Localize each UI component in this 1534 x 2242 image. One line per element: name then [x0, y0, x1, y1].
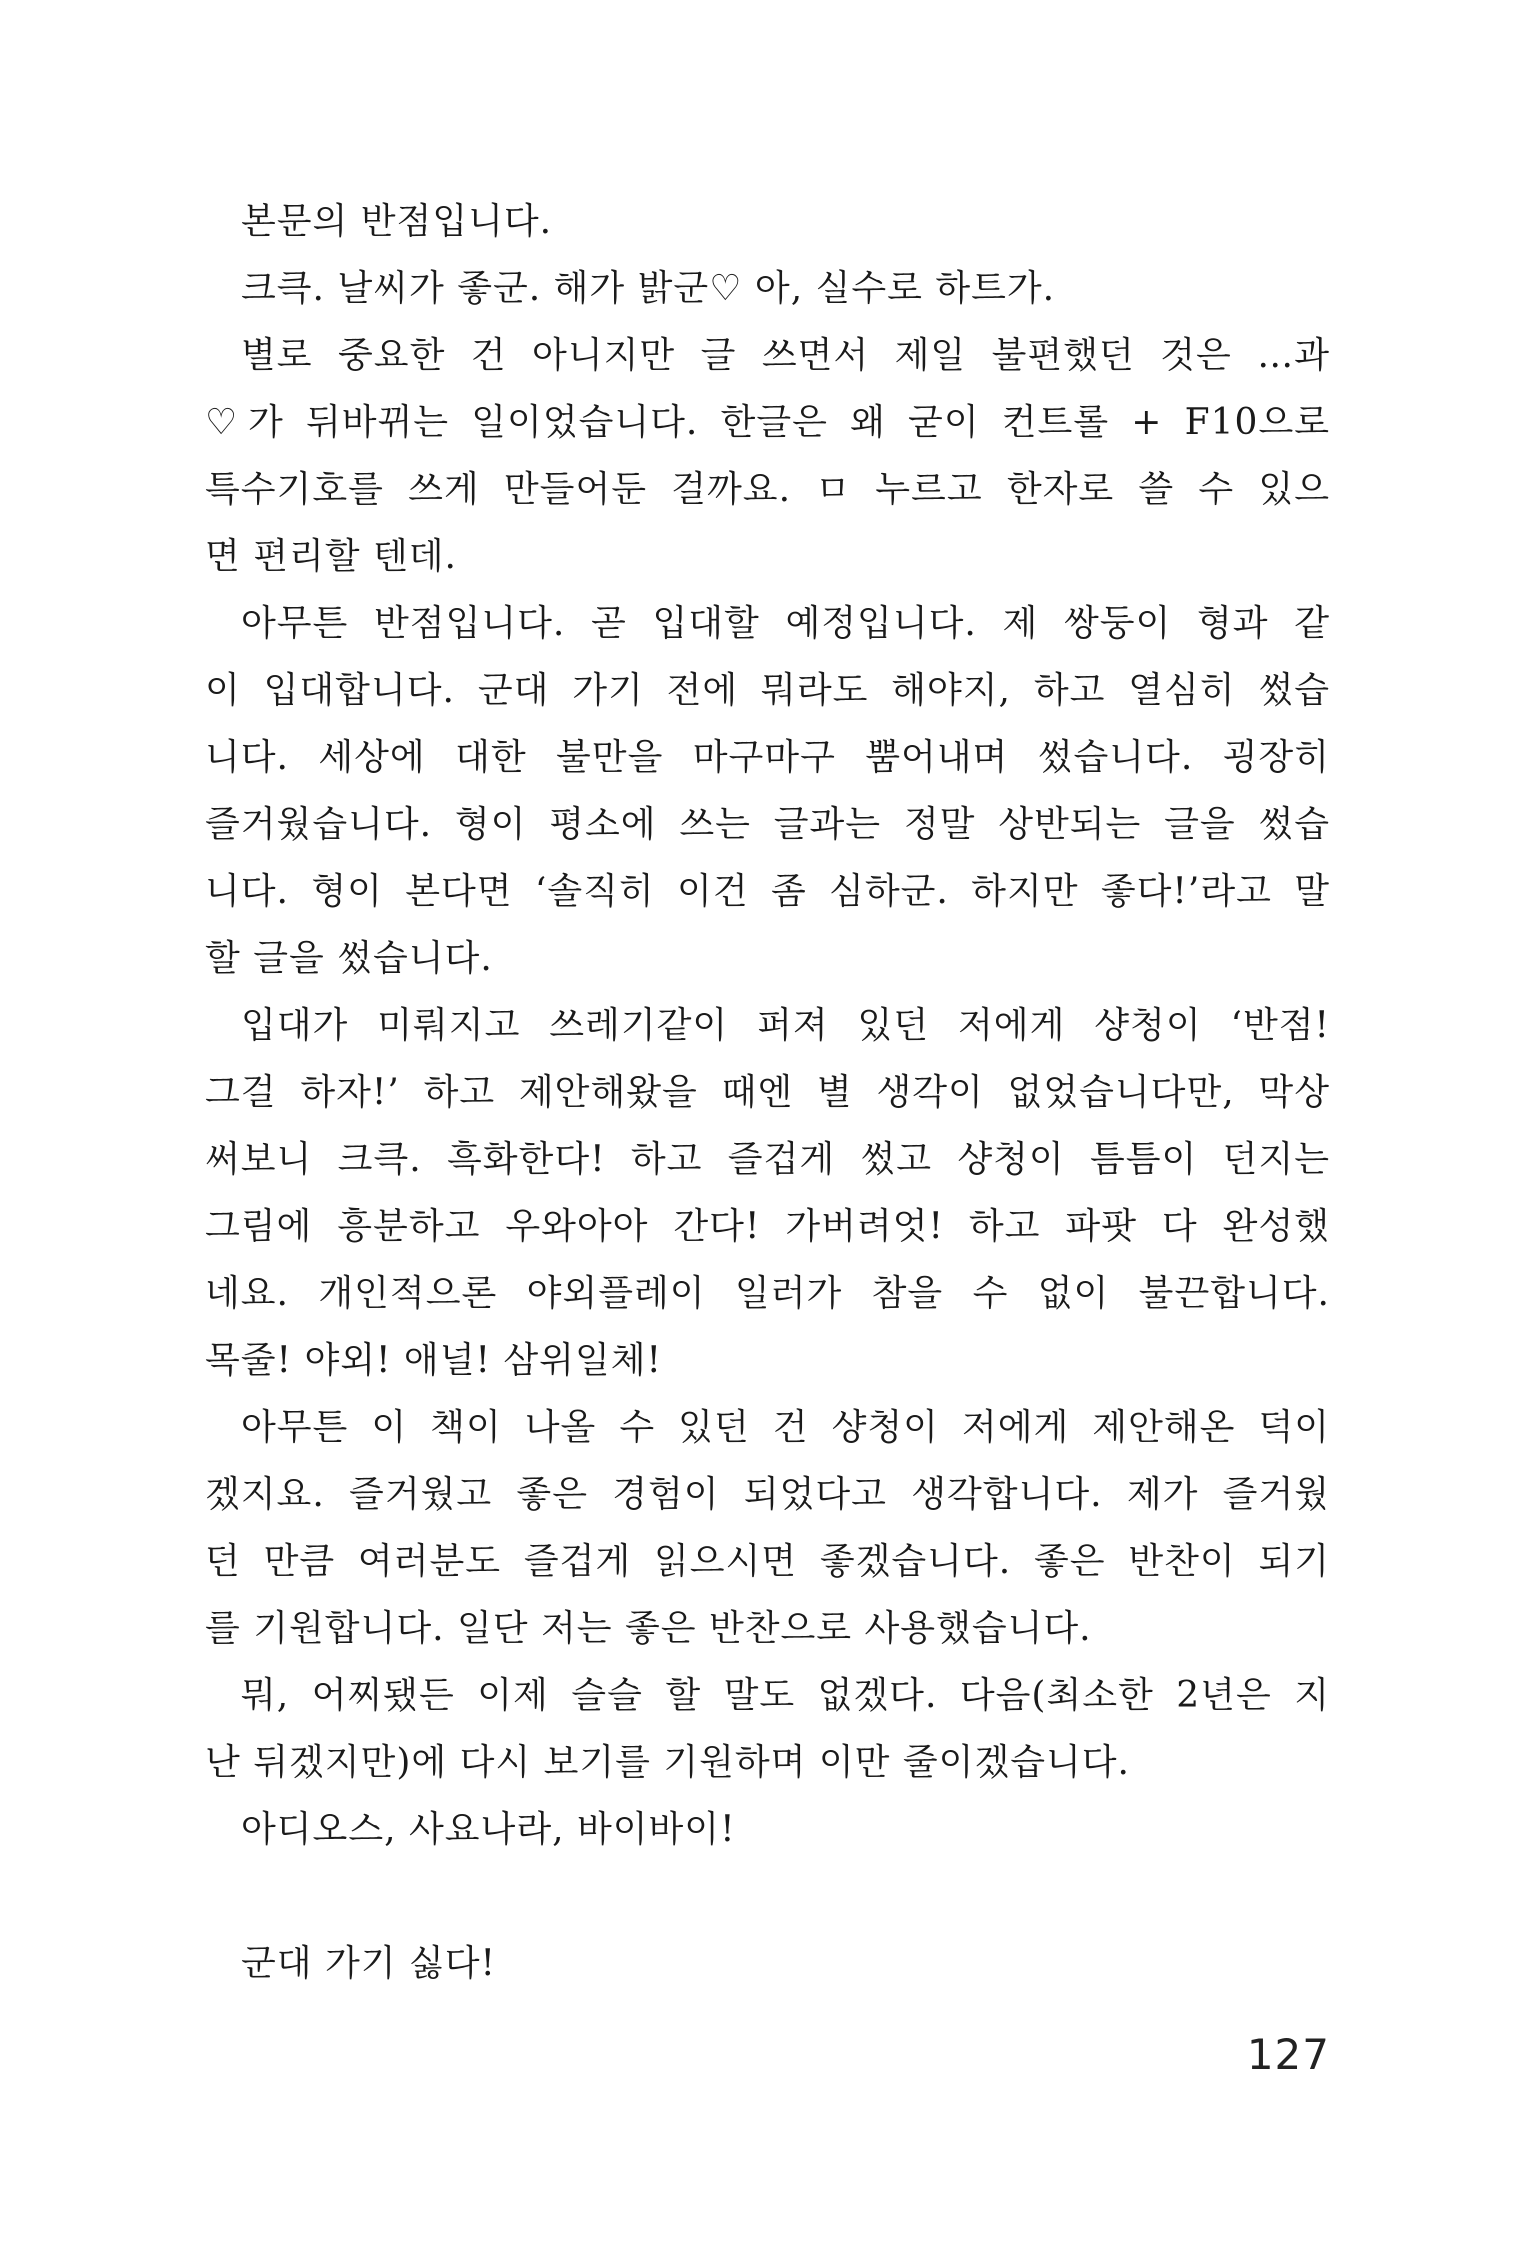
text-line: 네요. 개인적으론 야외플레이 일러가 참을 수 없이 불끈합니다. — [205, 1273, 1330, 1314]
text-line: 별로 중요한 건 아니지만 글 쓰면서 제일 불편했던 것은 …과 — [241, 335, 1330, 376]
text-line: 난 뒤겠지만)에 다시 보기를 기원하며 이만 줄이겠습니다. — [205, 1742, 1130, 1783]
text-line: 이 입대합니다. 군대 가기 전에 뭐라도 해야지, 하고 열심히 썼습 — [205, 670, 1330, 711]
text-line: 뭐, 어찌됐든 이제 슬슬 할 말도 없겠다. 다음(최소한 2년은 지 — [241, 1675, 1330, 1716]
text-line: 니다. 형이 본다면 ‘솔직히 이건 좀 심하군. 하지만 좋다!’라고 말 — [205, 871, 1330, 912]
text-line: 그림에 흥분하고 우와아아 간다! 가버려엇! 하고 파팟 다 완성했 — [205, 1206, 1330, 1247]
text-line: 입대가 미뤄지고 쓰레기같이 퍼져 있던 저에게 샹청이 ‘반점! — [241, 1005, 1330, 1046]
text-line: 를 기원합니다. 일단 저는 좋은 반찬으로 사용했습니다. — [205, 1608, 1092, 1649]
text-line: 그걸 하자!’ 하고 제안해왔을 때엔 별 생각이 없었습니다만, 막상 — [205, 1072, 1330, 1113]
text-line: 즐거웠습니다. 형이 평소에 쓰는 글과는 정말 상반되는 글을 썼습 — [205, 804, 1330, 845]
body-text — [205, 188, 1330, 1997]
text-line: 크큭. 날씨가 좋군. 해가 밝군♡ 아, 실수로 하트가. — [241, 268, 1056, 309]
text-line: 특수기호를 쓰게 만들어둔 걸까요. ㅁ 누르고 한자로 쓸 수 있으 — [205, 469, 1330, 510]
text-line: 할 글을 썼습니다. — [205, 938, 493, 979]
text-line: 던 만큼 여러분도 즐겁게 읽으시면 좋겠습니다. 좋은 반찬이 되기 — [205, 1541, 1330, 1582]
text-line: 아무튼 이 책이 나올 수 있던 건 샹청이 저에게 제안해온 덕이 — [241, 1407, 1330, 1448]
text-line: 군대 가기 싫다! — [241, 1943, 497, 1984]
text-line: 면 편리할 텐데. — [205, 536, 457, 577]
paragraph-gap — [205, 1863, 1330, 1930]
text-line: 써보니 크큭. 흑화한다! 하고 즐겁게 썼고 샹청이 틈틈이 던지는 — [205, 1139, 1330, 1180]
text-line: 겠지요. 즐거웠고 좋은 경험이 되었다고 생각합니다. 제가 즐거웠 — [205, 1474, 1330, 1515]
text-line: ♡가 뒤바뀌는 일이었습니다. 한글은 왜 굳이 컨트롤 + F10으로 — [205, 402, 1330, 443]
text-line: 아디오스, 사요나라, 바이바이! — [241, 1809, 736, 1850]
text-line: 본문의 반점입니다. — [241, 201, 553, 242]
text-line: 아무튼 반점입니다. 곧 입대할 예정입니다. 제 쌍둥이 형과 같 — [241, 603, 1330, 644]
text-line: 니다. 세상에 대한 불만을 마구마구 뿜어내며 썼습니다. 굉장히 — [205, 737, 1330, 778]
page-number: 127 — [1246, 2030, 1330, 2079]
text-line: 목줄! 야외! 애널! 삼위일체! — [205, 1340, 662, 1381]
